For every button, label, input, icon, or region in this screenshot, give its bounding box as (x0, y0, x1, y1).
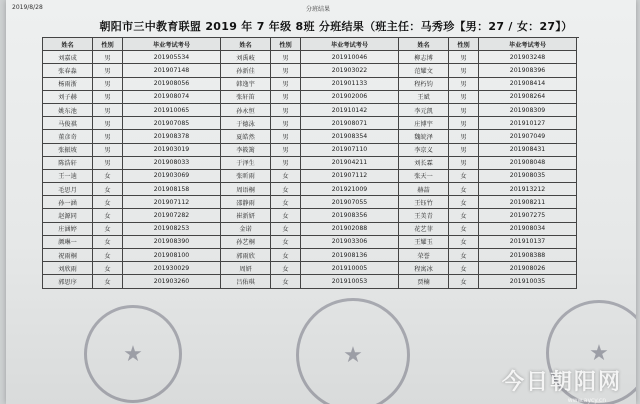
student-gender: 女 (449, 183, 479, 196)
student-name: 张天一 (399, 170, 449, 183)
student-exam-number: 201913212 (479, 183, 577, 196)
student-gender: 女 (271, 223, 301, 236)
student-gender: 男 (449, 117, 479, 130)
student-exam-number: 201908033 (123, 157, 221, 170)
header-name: 姓名 (43, 38, 93, 51)
student-exam-number: 201910137 (479, 236, 577, 249)
student-exam-number: 201903306 (301, 236, 399, 249)
student-exam-number: 201910053 (301, 275, 399, 288)
document-page (6, 0, 636, 404)
student-exam-number: 201908100 (123, 249, 221, 262)
student-gender: 女 (93, 183, 123, 196)
student-exam-number: 201903019 (123, 144, 221, 157)
student-name: 刘禹岐 (221, 51, 271, 64)
student-exam-number: 201910046 (301, 51, 399, 64)
student-exam-number: 201901133 (301, 78, 399, 91)
student-name: 颜琳一 (43, 236, 93, 249)
student-name: 花艺菲 (399, 223, 449, 236)
student-exam-number: 201908074 (123, 91, 221, 104)
page-title: 朝阳市三中教育联盟 2019 年 7 年级 8班 分班结果（班主任：马秀珍【男：27 / 女：27】） (99, 20, 573, 33)
student-gender: 女 (449, 262, 479, 275)
student-exam-number: 201908034 (479, 223, 577, 236)
student-name: 杨雨浙 (43, 78, 93, 91)
student-gender: 男 (271, 144, 301, 157)
stamp-center: ★ (296, 298, 410, 404)
student-exam-number: 201903248 (479, 51, 577, 64)
student-name: 金诺 (221, 223, 271, 236)
student-name: 孙永恒 (221, 104, 271, 117)
student-name: 庄涵婷 (43, 223, 93, 236)
student-exam-number: 201908390 (123, 236, 221, 249)
student-exam-number: 201903069 (123, 170, 221, 183)
student-gender: 女 (93, 223, 123, 236)
student-gender: 女 (93, 236, 123, 249)
student-gender: 女 (271, 236, 301, 249)
student-name: 邵静雨 (221, 196, 271, 209)
student-name: 郭雨欣 (221, 249, 271, 262)
student-exam-number: 201907049 (479, 130, 577, 143)
student-gender: 女 (93, 196, 123, 209)
student-gender: 男 (449, 130, 479, 143)
student-name: 姚东池 (43, 104, 93, 117)
student-gender: 男 (271, 51, 301, 64)
header-gender: 性别 (93, 38, 123, 51)
header-exam-number: 毕业考试考号 (123, 38, 221, 51)
student-gender: 男 (93, 78, 123, 91)
student-name: 李元凯 (399, 104, 449, 117)
stamp-left: ★ (84, 305, 182, 403)
stamp-right: ★ (546, 300, 636, 404)
student-name: 刘嘉成 (43, 51, 93, 64)
student-gender: 女 (93, 262, 123, 275)
student-exam-number: 201908396 (479, 64, 577, 77)
student-name: 夏皓然 (221, 130, 271, 143)
student-exam-number: 201908211 (479, 196, 577, 209)
student-gender: 男 (449, 51, 479, 64)
student-name: 柳志博 (399, 51, 449, 64)
student-name: 郭思序 (43, 275, 93, 288)
student-exam-number: 201904211 (301, 157, 399, 170)
student-gender: 男 (449, 78, 479, 91)
student-gender: 女 (449, 170, 479, 183)
student-exam-number: 201908431 (479, 144, 577, 157)
student-name: 吕佑琪 (221, 275, 271, 288)
student-name: 祝雨桐 (43, 249, 93, 262)
student-gender: 男 (271, 78, 301, 91)
student-name: 庄博宇 (399, 117, 449, 130)
student-gender: 男 (271, 157, 301, 170)
student-name: 刘子赫 (43, 91, 93, 104)
print-header (6, 2, 636, 14)
student-gender: 男 (93, 117, 123, 130)
student-gender: 女 (449, 236, 479, 249)
student-gender: 女 (449, 209, 479, 222)
student-name: 张昕雨 (221, 170, 271, 183)
student-exam-number: 201908035 (479, 170, 577, 183)
student-name: 张轩笛 (221, 91, 271, 104)
student-gender: 男 (271, 104, 301, 117)
student-name: 于德泳 (221, 117, 271, 130)
student-gender: 男 (93, 51, 123, 64)
header-name: 姓名 (221, 38, 271, 51)
student-exam-number: 201908136 (301, 249, 399, 262)
student-name: 赫喆 (399, 183, 449, 196)
student-gender: 女 (93, 170, 123, 183)
student-gender: 男 (93, 64, 123, 77)
student-gender: 女 (93, 249, 123, 262)
student-exam-number: 201907085 (123, 117, 221, 130)
student-name: 贾楠 (399, 275, 449, 288)
student-exam-number: 201905534 (123, 51, 221, 64)
student-gender: 女 (449, 249, 479, 262)
student-exam-number: 201908388 (479, 249, 577, 262)
student-gender: 男 (93, 104, 123, 117)
student-gender: 男 (271, 130, 301, 143)
student-gender: 女 (449, 275, 479, 288)
student-name: 魏皖泽 (399, 130, 449, 143)
header-exam-number: 毕业考试考号 (301, 38, 399, 51)
student-gender: 男 (271, 117, 301, 130)
student-exam-number: 201910035 (479, 275, 577, 288)
student-exam-number: 201902006 (301, 91, 399, 104)
student-exam-number: 201908264 (479, 91, 577, 104)
student-exam-number: 201908158 (123, 183, 221, 196)
student-exam-number: 201908378 (123, 130, 221, 143)
student-name: 孙新佳 (221, 64, 271, 77)
student-gender: 男 (449, 104, 479, 117)
student-exam-number: 201908354 (301, 130, 399, 143)
student-name: 王耀玉 (399, 236, 449, 249)
student-exam-number: 201908414 (479, 78, 577, 91)
student-gender: 女 (93, 275, 123, 288)
student-exam-number: 201910005 (301, 262, 399, 275)
student-name: 张春淼 (43, 64, 93, 77)
header-name: 姓名 (399, 38, 449, 51)
student-exam-number: 201908071 (301, 117, 399, 130)
student-exam-number: 201907112 (123, 196, 221, 209)
student-gender: 男 (449, 91, 479, 104)
student-exam-number: 201908048 (479, 157, 577, 170)
student-exam-number: 201910127 (479, 117, 577, 130)
student-name: 刘欣雨 (43, 262, 93, 275)
student-name: 陈浩轩 (43, 157, 93, 170)
student-name: 王一迪 (43, 170, 93, 183)
student-gender: 女 (271, 196, 301, 209)
student-exam-number: 201902088 (301, 223, 399, 236)
student-gender: 男 (93, 91, 123, 104)
student-gender: 女 (271, 183, 301, 196)
student-gender: 男 (271, 64, 301, 77)
student-name: 王美青 (399, 209, 449, 222)
student-name: 李京义 (399, 144, 449, 157)
student-name: 王钰竹 (399, 196, 449, 209)
student-gender: 男 (449, 144, 479, 157)
student-exam-number: 201908356 (301, 209, 399, 222)
student-name: 韩逸宇 (221, 78, 271, 91)
student-exam-number: 201907148 (123, 64, 221, 77)
student-gender: 女 (271, 170, 301, 183)
student-gender: 女 (449, 223, 479, 236)
header-gender: 性别 (449, 38, 479, 51)
student-exam-number: 201907282 (123, 209, 221, 222)
print-date: 2019/8/28 (12, 4, 43, 11)
student-gender: 男 (93, 144, 123, 157)
student-name: 孙艺桐 (221, 236, 271, 249)
student-gender: 女 (271, 249, 301, 262)
student-exam-number: 201908056 (123, 78, 221, 91)
student-gender: 男 (93, 130, 123, 143)
student-exam-number: 201907112 (301, 170, 399, 183)
student-name: 马俊祺 (43, 117, 93, 130)
watermark-url: www.aycy.cn (567, 397, 606, 404)
student-name: 孙一涵 (43, 196, 93, 209)
student-exam-number: 201907055 (301, 196, 399, 209)
student-name: 程寓冰 (399, 262, 449, 275)
class-roster-table (42, 37, 579, 289)
student-name: 王斌 (399, 91, 449, 104)
student-gender: 男 (271, 91, 301, 104)
student-gender: 男 (93, 157, 123, 170)
student-name: 程朽钧 (399, 78, 449, 91)
student-exam-number: 201907110 (301, 144, 399, 157)
student-exam-number: 201908253 (123, 223, 221, 236)
student-name: 赵源同 (43, 209, 93, 222)
student-exam-number: 201908309 (479, 104, 577, 117)
student-gender: 女 (449, 196, 479, 209)
student-name: 范耀文 (399, 64, 449, 77)
student-gender: 女 (271, 209, 301, 222)
student-name: 董彦奇 (43, 130, 93, 143)
student-name: 荣誉 (399, 249, 449, 262)
student-name: 刘长霖 (399, 157, 449, 170)
student-gender: 男 (449, 64, 479, 77)
student-exam-number: 201908026 (479, 262, 577, 275)
student-name: 张振坡 (43, 144, 93, 157)
student-name: 李筱篱 (221, 144, 271, 157)
student-gender: 男 (449, 157, 479, 170)
student-exam-number: 201903022 (301, 64, 399, 77)
student-exam-number: 201930029 (123, 262, 221, 275)
student-name: 于泽生 (221, 157, 271, 170)
student-exam-number: 201907275 (479, 209, 577, 222)
header-exam-number: 毕业考试考号 (479, 38, 577, 51)
student-gender: 女 (271, 262, 301, 275)
student-name: 崔新妍 (221, 209, 271, 222)
student-exam-number: 201921009 (301, 183, 399, 196)
student-gender: 女 (93, 209, 123, 222)
student-exam-number: 201903260 (123, 275, 221, 288)
header-gender: 性别 (271, 38, 301, 51)
student-exam-number: 201910142 (301, 104, 399, 117)
student-name: 周妍 (221, 262, 271, 275)
student-name: 周语桐 (221, 183, 271, 196)
student-name: 毛思月 (43, 183, 93, 196)
print-title: 分班结果 (306, 6, 331, 13)
watermark: 今日朝阳网 (501, 370, 622, 395)
student-gender: 女 (271, 275, 301, 288)
student-exam-number: 201910065 (123, 104, 221, 117)
